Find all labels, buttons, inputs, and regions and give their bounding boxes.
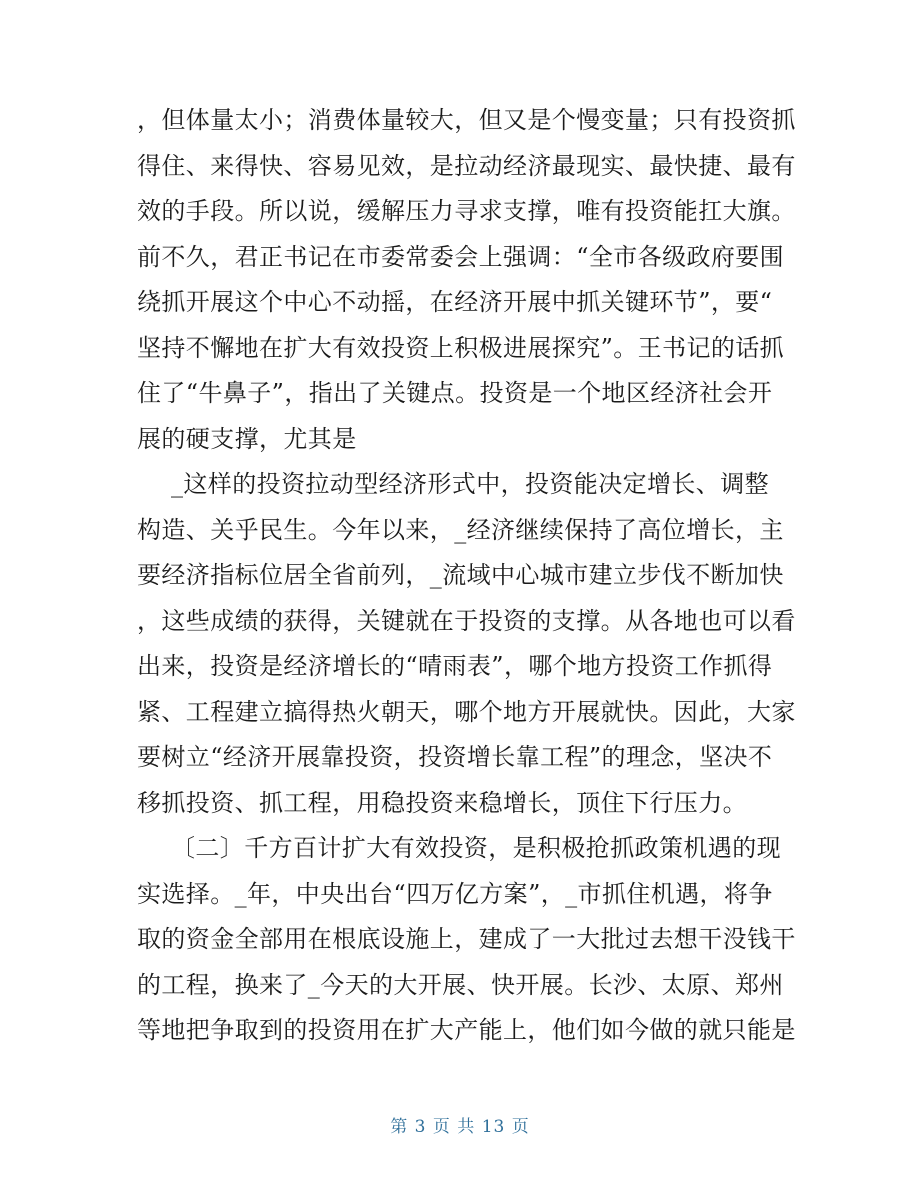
text-line: 得住、来得快、容易见效，是拉动经济最现实、最快捷、最有: [137, 151, 796, 180]
text-line: 要树立“经济开展靠投资，投资增长靠工程”的理念，坚决不: [137, 743, 773, 771]
text-line: 前不久，君正书记在市委常委会上强调：“全市各级政府要围: [137, 242, 785, 271]
text-line: 取的资金全部用在根底设施上，建成了一大批过去想干没钱干: [137, 925, 796, 953]
text-line: 移抓投资、抓工程，用稳投资来稳增长，顶住下行压力。: [137, 788, 747, 817]
text-line: 构造、关乎民生。今年以来，_经济继续保持了高位增长，主: [137, 515, 784, 544]
text-line: 坚持不懈地在扩大有效投资上积极进展探究”。王书记的话抓: [137, 333, 785, 362]
text-line: 展的硬支撑，尤其是: [137, 424, 357, 453]
text-line: 等地把争取到的投资用在扩大产能上，他们如今做的就只能是: [137, 1016, 796, 1044]
document-body: [137, 98, 796, 1054]
text-line: 住了“牛鼻子”，指出了关键点。投资是一个地区经济社会开: [137, 379, 773, 407]
text-line: 效的手段。所以说，缓解压力寻求支撑，唯有投资能扛大旗。: [137, 197, 796, 225]
text-line: ，但体量太小；消费体量较大，但又是个慢变量；只有投资抓: [137, 106, 796, 134]
text-line: 出来，投资是经济增长的“晴雨表”，哪个地方投资工作抓得: [137, 652, 773, 680]
text-line: 的工程，换来了_今天的大开展、快开展。长沙、太原、郑州: [137, 970, 784, 999]
paragraph-start-line: _这样的投资拉动型经济形式中，投资能决定增长、调整: [171, 470, 769, 498]
text-line: 实选择。_年，中央出台“四万亿方案”，_市抓住机遇，将争: [137, 879, 773, 908]
text-line: ，这些成绩的获得，关键就在于投资的支撑。从各地也可以看: [137, 606, 796, 635]
paragraph-start-line: 〔二〕千方百计扩大有效投资，是积极抢抓政策机遇的现: [171, 834, 781, 862]
text-line: 紧、工程建立搞得热火朝天，哪个地方开展就快。因此，大家: [137, 697, 796, 726]
page-number-footer: 第 3 页 共 13 页: [390, 1117, 530, 1137]
text-line: 绕抓开展这个中心不动摇，在经济开展中抓关键环节”，要“: [137, 288, 773, 316]
text-line: 要经济指标位居全省前列，_流域中心城市建立步伐不断加快: [137, 561, 784, 589]
